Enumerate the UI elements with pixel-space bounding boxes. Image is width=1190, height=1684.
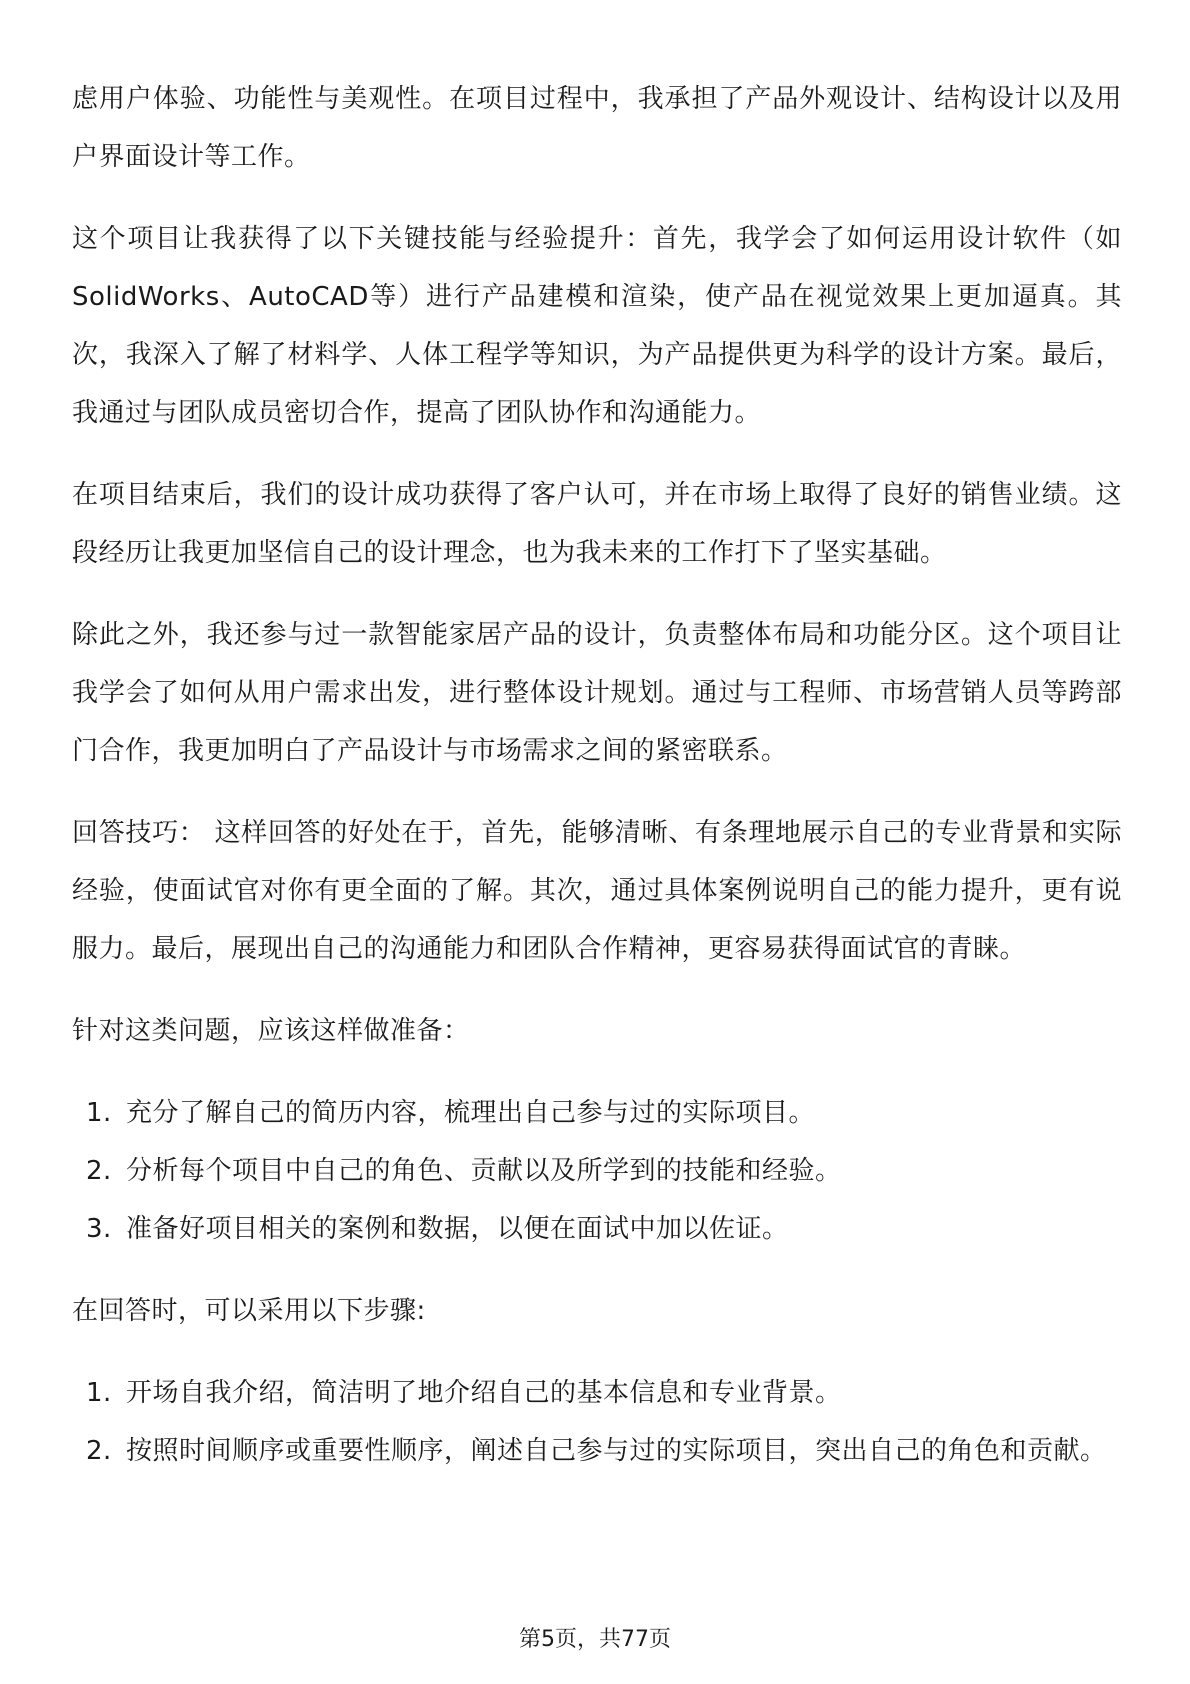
list-item-text: 开场自我介绍，简洁明了地介绍自己的基本信息和专业背景。 [126, 1378, 842, 1408]
paragraph: 在回答时，可以采用以下步骤: [72, 1296, 426, 1326]
list-item [72, 1142, 1122, 1200]
list-item-text: 准备好项目相关的案例和数据，以便在面试中加以佐证。 [126, 1214, 789, 1244]
list-number: 1. [86, 1378, 112, 1408]
paragraph: 除此之外，我还参与过一款智能家居产品的设计，负责整体布局和功能分区。这个项目让我学会了如何从用户需求出发，进行整体设计规划。通过与工程师、市场营销人员等跨部门合作，我更加明白了产品设计与市场需求之间的紧密联系。 [72, 620, 1122, 766]
paragraph: 针对这类问题，应该这样做准备： [72, 1016, 470, 1046]
list-number: 2. [86, 1436, 112, 1466]
paragraph: 这个项目让我获得了以下关键技能与经验提升：首先，我学会了如何运用设计软件（如SolidWorks、AutoCAD等）进行产品建模和渲染，使产品在视觉效果上更加逼真。其次，我深入了解了材料学、人体工程学等知识，为产品提供更为科学的设计方案。最后，我通过与团队成员密切合作，提高了团队协作和沟通能力。 [72, 224, 1122, 428]
steps-list [72, 1364, 1122, 1480]
list-number: 3. [86, 1214, 112, 1244]
list-item [72, 1200, 1122, 1258]
list-number: 1. [86, 1098, 112, 1128]
paragraph: 回答技巧： 这样回答的好处在于，首先，能够清晰、有条理地展示自己的专业背景和实际经验，使面试官对你有更全面的了解。其次，通过具体案例说明自己的能力提升，更有说服力。最后，展现出自己的沟通能力和团队合作精神，更容易获得面试官的青睐。 [72, 818, 1122, 964]
page-footer: 第5页，共77页 [519, 1627, 671, 1652]
paragraph: 虑用户体验、功能性与美观性。在项目过程中，我承担了产品外观设计、结构设计以及用户界面设计等工作。 [72, 84, 1122, 172]
list-item [72, 1084, 1122, 1142]
list-item [72, 1422, 1122, 1480]
list-item [72, 1364, 1122, 1422]
paragraph: 在项目结束后，我们的设计成功获得了客户认可，并在市场上取得了良好的销售业绩。这段经历让我更加坚信自己的设计理念，也为我未来的工作打下了坚实基础。 [72, 480, 1122, 568]
page-content [72, 70, 1122, 1504]
list-number: 2. [86, 1156, 112, 1186]
list-item-text: 分析每个项目中自己的角色、贡献以及所学到的技能和经验。 [126, 1156, 842, 1186]
list-item-text: 按照时间顺序或重要性顺序，阐述自己参与过的实际项目，突出自己的角色和贡献。 [126, 1436, 1107, 1466]
prepare-list [72, 1084, 1122, 1258]
list-item-text: 充分了解自己的简历内容，梳理出自己参与过的实际项目。 [126, 1098, 816, 1128]
